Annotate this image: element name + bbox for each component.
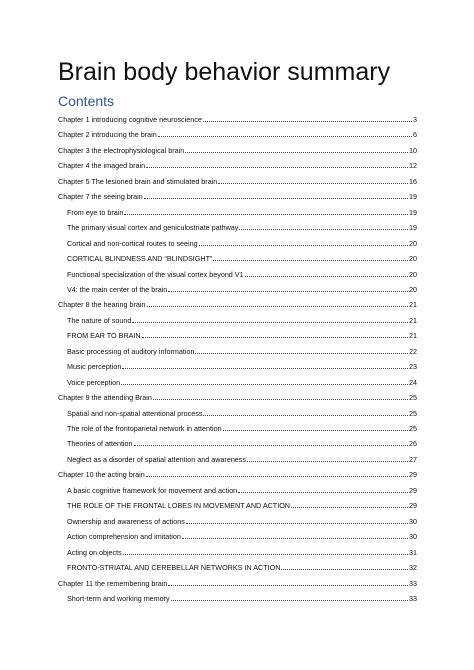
document-title: Brain body behavior summary [58, 58, 391, 86]
toc-entry[interactable] [58, 176, 417, 186]
toc-dot-leader [185, 145, 408, 153]
toc-entry[interactable] [67, 330, 417, 340]
toc-entry-title: Action comprehension and imitation [67, 532, 181, 542]
toc-entry-title: Chapter 7 the seeing brain [58, 192, 143, 202]
toc-entry[interactable] [67, 361, 417, 371]
toc-dot-leader [195, 346, 408, 354]
toc-entry-title: FROM EAR TO BRAIN [67, 331, 141, 341]
toc-page-number: 21 [409, 300, 417, 310]
toc-entry[interactable] [67, 516, 417, 526]
toc-entry[interactable] [67, 438, 417, 448]
toc-entry[interactable] [58, 129, 417, 139]
toc-entry[interactable] [67, 253, 417, 263]
toc-dot-leader [247, 454, 408, 462]
toc-entry-title: Music perception [67, 362, 122, 372]
toc-entry-title: Chapter 8 the hearing brain [58, 300, 146, 310]
toc-entry-title: Acting on objects [67, 547, 122, 557]
toc-entry-title: FRONTO-STRIATAL AND CEREBELLAR NETWORKS IN ACTION [67, 563, 281, 572]
toc-entry[interactable] [67, 346, 417, 356]
toc-page-number: 29 [409, 485, 417, 495]
toc-entry[interactable] [58, 299, 417, 309]
toc-dot-leader [146, 469, 408, 477]
toc-page-number: 33 [409, 593, 417, 603]
toc-page-number: 21 [409, 315, 417, 325]
toc-dot-leader [123, 547, 408, 555]
toc-dot-leader [218, 176, 408, 184]
contents-heading: Contents [58, 93, 115, 109]
toc-dot-leader [146, 160, 408, 168]
toc-entry-title: CORTICAL BLINDNESS AND “BLINDSIGHT” [67, 254, 213, 263]
toc-entry[interactable] [67, 207, 417, 217]
toc-dot-leader [239, 222, 408, 230]
toc-page-number: 21 [409, 331, 417, 341]
toc-dot-leader [134, 438, 408, 446]
toc-entry-title: Neglect as a disorder of spatial attention and awareness [67, 454, 246, 464]
toc-dot-leader [291, 500, 408, 508]
toc-dot-leader [238, 485, 408, 493]
toc-page-number: 29 [409, 470, 417, 480]
toc-entry-title: Chapter 1 introducing cognitive neuroscience [58, 115, 202, 124]
toc-page-number: 30 [409, 532, 417, 542]
toc-entry[interactable] [67, 454, 417, 464]
toc-entry-title: The nature of sound [67, 315, 132, 325]
toc-page-number: 25 [409, 424, 417, 433]
toc-entry-title: Ownership and awareness of actions [67, 516, 185, 526]
toc-dot-leader [203, 114, 412, 122]
toc-entry-title: From eye to brain [67, 207, 124, 217]
toc-dot-leader [121, 377, 408, 385]
toc-entry-title: V4: the main center of the brain [67, 284, 168, 294]
toc-entry[interactable] [67, 408, 417, 418]
toc-dot-leader [186, 516, 408, 524]
toc-entry[interactable] [58, 145, 417, 155]
toc-page-number: 19 [409, 192, 417, 202]
toc-entry[interactable] [58, 160, 417, 170]
toc-dot-leader [203, 408, 408, 416]
toc-dot-leader [144, 191, 408, 199]
toc-page-number: 23 [409, 362, 417, 372]
toc-entry[interactable] [67, 377, 417, 387]
toc-page-number: 20 [409, 254, 417, 263]
toc-entry[interactable] [67, 562, 417, 572]
toc-entry-title: Chapter 2 introducing the brain [58, 130, 157, 140]
toc-page-number: 19 [409, 207, 417, 217]
toc-entry[interactable] [58, 469, 417, 479]
toc-entry-title: The primary visual cortex and geniculostriate pathway [67, 223, 239, 233]
toc-entry-title: Spatial and non-spatial attentional process [67, 408, 203, 418]
toc-dot-leader [168, 578, 408, 586]
toc-dot-leader [153, 392, 408, 400]
toc-page-number: 22 [409, 346, 417, 356]
toc-entry[interactable] [67, 485, 417, 495]
toc-dot-leader [223, 423, 408, 431]
toc-page-number: 30 [409, 516, 417, 526]
toc-page-number: 20 [409, 284, 417, 294]
toc-page-number: 24 [409, 377, 417, 387]
toc-dot-leader [171, 593, 408, 601]
toc-entry-title: Chapter 5 The lesioned brain and stimulated brain [58, 176, 218, 186]
toc-entry-title: Short-term and working memory [67, 593, 170, 603]
toc-page-number: 12 [409, 161, 417, 171]
toc-entry[interactable] [67, 423, 417, 433]
toc-entry[interactable] [67, 222, 417, 232]
toc-entry-title: Chapter 10 the acting brain [58, 470, 145, 480]
toc-entry[interactable] [67, 547, 417, 557]
toc-entry-title: Basic processing of auditory information [67, 346, 195, 356]
toc-dot-leader [182, 531, 408, 539]
toc-entry-title: Voice perception [67, 377, 121, 387]
toc-page-number: 20 [409, 269, 417, 279]
toc-entry[interactable] [58, 578, 417, 588]
toc-entry[interactable] [58, 191, 417, 201]
toc-page-number: 6 [413, 130, 417, 140]
toc-entry[interactable] [67, 315, 417, 325]
toc-entry[interactable] [67, 593, 417, 603]
toc-page-number: 27 [409, 454, 417, 464]
toc-dot-leader [142, 330, 408, 338]
toc-dot-leader [132, 315, 408, 323]
toc-dot-leader [281, 562, 408, 570]
toc-page-number: 19 [409, 223, 417, 233]
toc-dot-leader [245, 269, 408, 277]
toc-entry[interactable] [67, 500, 417, 510]
toc-page-number: 29 [409, 501, 417, 511]
toc-entry-title: Chapter 4 the imaged brain [58, 161, 146, 171]
toc-entry[interactable] [67, 238, 417, 248]
toc-entry-title: Chapter 9 the attending Brain [58, 393, 152, 403]
toc-page-number: 20 [409, 238, 417, 248]
toc-entry-title: A basic cognitive framework for movement and action [67, 485, 238, 495]
toc-page-number: 33 [409, 578, 417, 588]
toc-page-number: 32 [409, 563, 417, 572]
toc-entry-title: Theories of attention [67, 439, 133, 449]
toc-entry-title: Chapter 3 the electrophysiological brain [58, 145, 185, 155]
toc-page-number: 31 [409, 547, 417, 557]
toc-entry[interactable] [67, 269, 417, 279]
toc-entry-title: THE ROLE OF THE FRONTAL LOBES IN MOVEMENT AND ACTION [67, 501, 290, 511]
toc-dot-leader [122, 361, 408, 369]
toc-page-number: 25 [409, 393, 417, 403]
toc-page-number: 25 [409, 408, 417, 418]
toc-entry-title: Chapter 11 the remembering brain [58, 578, 168, 588]
toc-dot-leader [213, 253, 408, 261]
toc-page-number: 3 [413, 115, 417, 124]
toc-entry[interactable] [67, 531, 417, 541]
toc-page-number: 10 [409, 145, 417, 155]
toc-entry-title: Cortical and non-cortical routes to seeing [67, 238, 198, 248]
toc-dot-leader [199, 238, 408, 246]
toc-entry[interactable] [67, 284, 417, 294]
toc-entry[interactable] [58, 392, 417, 402]
toc-dot-leader [124, 207, 408, 215]
toc-dot-leader [147, 299, 408, 307]
toc-entry[interactable] [58, 114, 417, 124]
toc-page-number: 16 [409, 176, 417, 186]
toc-entry-title: Functional specialization of the visual cortex beyond V1 [67, 269, 244, 279]
toc-dot-leader [168, 284, 408, 292]
toc-dot-leader [158, 129, 412, 137]
toc-page-number: 26 [409, 439, 417, 449]
toc-entry-title: The role of the frontoparietal network in attention [67, 424, 222, 433]
